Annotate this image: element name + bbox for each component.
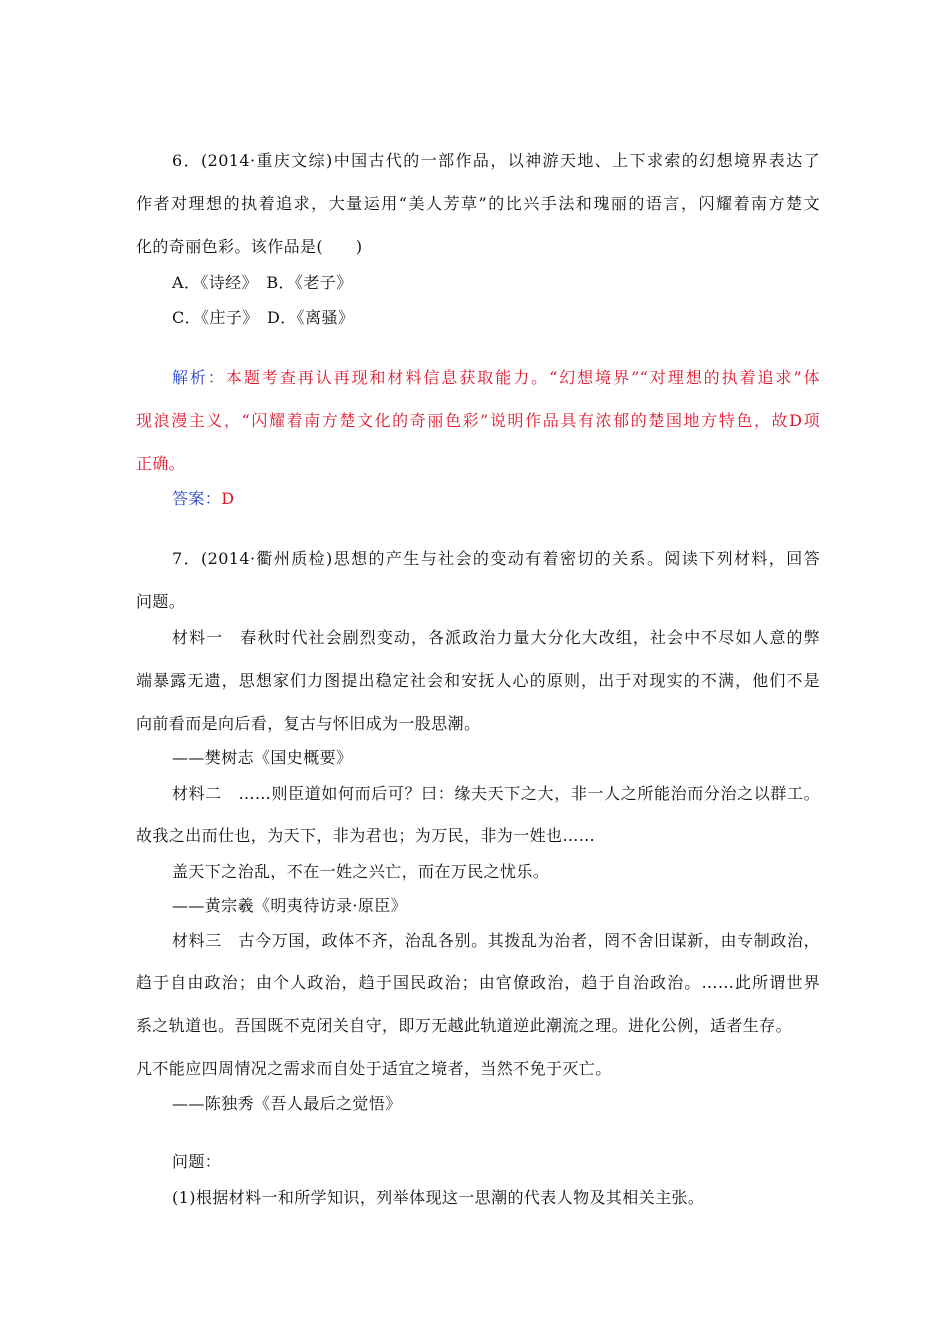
answer-line (172, 489, 234, 509)
material-2-line-3: 盖天下之治乱，不在一姓之兴亡，而在万民之忧乐。 (172, 862, 550, 881)
material-2-line-1: 材料二 ……则臣道如何而后可？曰：缘夫天下之大，非一人之所能治而分治之以群工。 (172, 784, 820, 803)
answer-label: 答案： (172, 489, 222, 508)
q6-options-ab: A．《诗经》 B．《老子》 (172, 273, 353, 292)
q6-stem-line-1: 6．(2014·重庆文综)中国古代的一部作品，以神游天地、上下求索的幻想境界表达了 (172, 151, 820, 170)
answer-value: D (221, 489, 235, 508)
material-1-source: ——樊树志《国史概要》 (172, 748, 353, 767)
q7-stem-line-2: 问题。 (136, 592, 186, 611)
material-1-line-3: 向前看而是向后看，复古与怀旧成为一股思潮。 (136, 714, 481, 733)
sub-question-1: (1)根据材料一和所学知识，列举体现这一思潮的代表人物及其相关主张。 (172, 1188, 705, 1207)
material-2-line-2: 故我之出而仕也，为天下，非为君也；为万民，非为一姓也…… (136, 826, 596, 845)
q6-stem-line-2: 作者对理想的执着追求，大量运用“美人芳草”的比兴手法和瑰丽的语言，闪耀着南方楚文 (136, 194, 820, 213)
material-3-line-3: 系之轨道也。吾国既不克闭关自守，即万无越此轨道逆此潮流之理。进化公例，适者生存。 (136, 1016, 793, 1035)
material-3-line-4: 凡不能应四周情况之需求而自处于适宜之境者，当然不免于灭亡。 (136, 1059, 612, 1078)
analysis-line-3: 正确。 (136, 454, 186, 473)
material-3-line-2: 趋于自由政治；由个人政治，趋于国民政治；由官僚政治，趋于自治政治。……此所谓世界 (136, 973, 820, 992)
material-3-line-1: 材料三 古今万国，政体不齐，治乱各别。其拨乱为治者，罔不舍旧谋新，由专制政治， (172, 931, 820, 950)
analysis-line-1 (172, 368, 820, 388)
material-1-line-2: 端暴露无遗，思想家们力图提出稳定社会和安抚人心的原则，出于对现实的不满，他们不是 (136, 671, 820, 690)
q6-options-cd: C．《庄子》 D．《离骚》 (172, 308, 355, 327)
material-2-source: ——黄宗羲《明夷待访录·原臣》 (172, 896, 408, 915)
analysis-label: 解析： (172, 368, 226, 387)
q6-stem-line-3: 化的奇丽色彩。该作品是( ) (136, 237, 363, 256)
analysis-line-2: 现浪漫主义，“闪耀着南方楚文化的奇丽色彩”说明作品具有浓郁的楚国地方特色，故D项 (136, 411, 820, 430)
questions-label: 问题： (172, 1152, 222, 1171)
q7-stem-line-1: 7．(2014·衢州质检)思想的产生与社会的变动有着密切的关系。阅读下列材料，回答 (172, 549, 820, 568)
analysis-text-1: 本题考查再认再现和材料信息获取能力。“幻想境界”“对理想的执着追求”体 (225, 368, 820, 387)
material-3-source: ——陈独秀《吾人最后之觉悟》 (172, 1094, 402, 1113)
material-1-line-1: 材料一 春秋时代社会剧烈变动，各派政治力量大分化大改组，社会中不尽如人意的弊 (172, 628, 820, 647)
